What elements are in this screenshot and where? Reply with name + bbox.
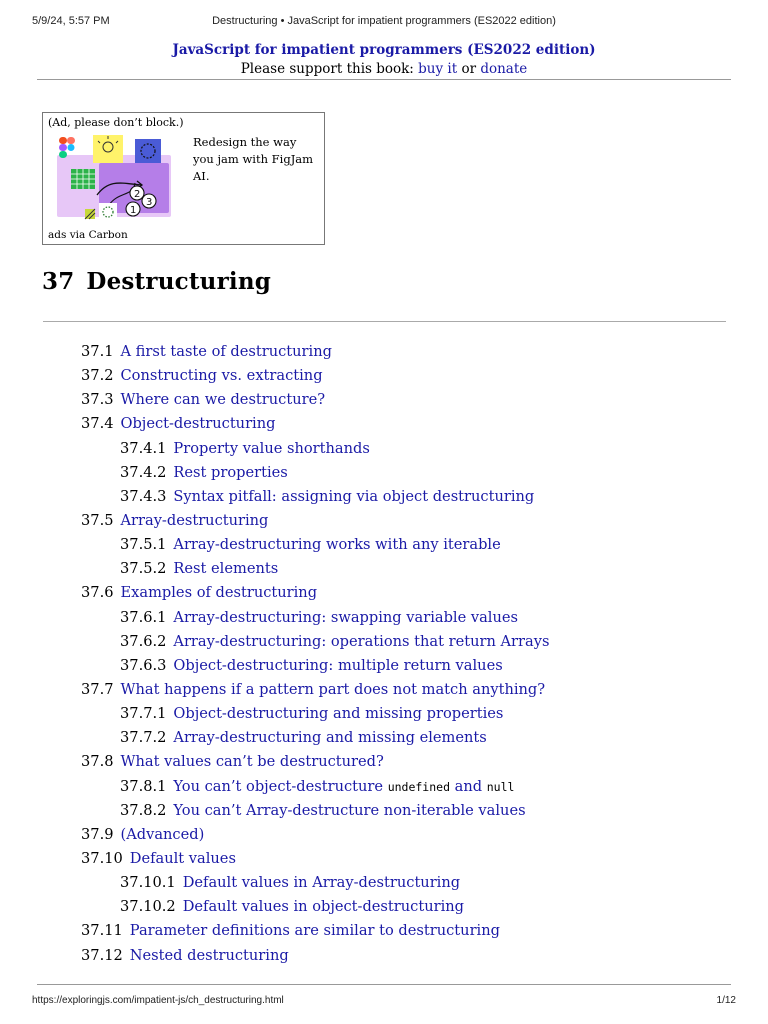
chapter-number: 37 [42, 268, 75, 295]
toc-entry-number: 37.10.1 [120, 874, 176, 892]
toc-entry-link[interactable]: Array-destructuring: swapping variable values [173, 608, 518, 626]
toc-entry-number: 37.5.2 [120, 560, 167, 578]
toc-entry-link[interactable]: Default values [129, 849, 236, 867]
toc-entry [0, 654, 768, 678]
page-number: 1/12 [716, 995, 736, 1006]
toc-entry-link[interactable]: Nested destructuring [129, 946, 289, 964]
print-date: 5/9/24, 5:57 PM [32, 15, 110, 27]
toc-entry [0, 799, 768, 823]
toc-entry-number: 37.4 [81, 415, 114, 433]
ad-image[interactable] [49, 131, 177, 225]
chapter-heading [42, 268, 271, 295]
toc-entry [0, 895, 768, 919]
toc-entry [0, 847, 768, 871]
toc-entry-link[interactable]: Default values in Array-destructuring [182, 874, 461, 892]
toc-entry-number: 37.10.2 [120, 898, 176, 916]
toc-entry-link[interactable]: Array-destructuring works with any iterable [173, 536, 501, 554]
toc-entry [0, 750, 768, 774]
toc-entry [0, 533, 768, 557]
ad-note: (Ad, please don’t block.) [48, 116, 184, 129]
toc-entry [0, 364, 768, 388]
toc-entry-number: 37.6 [81, 584, 114, 602]
toc-entry [0, 678, 768, 702]
toc-entry-number: 37.8.2 [120, 801, 167, 819]
toc-entry-link[interactable]: What happens if a pattern part does not match anything? [120, 680, 546, 698]
toc-entry-text: You can’t object-destructure [173, 777, 388, 795]
toc-entry-number: 37.7.1 [120, 705, 167, 723]
print-header [0, 15, 768, 31]
book-header [0, 39, 768, 79]
toc-entry [0, 702, 768, 726]
toc-entry-number: 37.12 [81, 946, 123, 964]
toc-entry-number: 37.6.3 [120, 656, 167, 674]
toc-entry-number: 37.8.1 [120, 777, 167, 795]
toc-entry [0, 581, 768, 605]
toc-entry-number: 37.6.2 [120, 632, 167, 650]
toc-entry-link[interactable]: Constructing vs. extracting [120, 367, 323, 385]
toc-entry [0, 944, 768, 968]
toc-entry-number: 37.4.2 [120, 463, 167, 481]
toc-entry-number: 37.7 [81, 680, 114, 698]
toc-entry-number: 37.3 [81, 391, 114, 409]
toc-entry-link[interactable]: Syntax pitfall: assigning via object destructuring [173, 487, 535, 505]
ads-via-carbon-link[interactable]: ads via Carbon [48, 229, 128, 241]
support-prefix: Please support this book: [240, 61, 419, 77]
toc-entry [0, 606, 768, 630]
toc-entry-link[interactable]: Object-destructuring [120, 415, 276, 433]
toc-entry [0, 388, 768, 412]
toc-entry [0, 726, 768, 750]
ad-text-link[interactable]: Redesign the way you jam with FigJam AI. [193, 135, 314, 183]
toc-entry-number: 37.4.1 [120, 439, 167, 457]
svg-text:3: 3 [146, 197, 153, 208]
toc-entry-link[interactable]: (Advanced) [120, 825, 205, 843]
toc-entry-link[interactable]: Parameter definitions are similar to destructuring [129, 922, 500, 940]
donate-link[interactable]: donate [480, 61, 528, 77]
toc-entry-link[interactable]: A first taste of destructuring [120, 343, 332, 360]
toc-entry-link[interactable]: Default values in object-destructuring [182, 898, 464, 916]
header-divider [37, 79, 731, 80]
toc-entry [0, 630, 768, 654]
toc-entry-link[interactable]: Rest properties [173, 463, 288, 481]
toc-entry-number: 37.4.3 [120, 487, 167, 505]
figjam-illustration [49, 131, 177, 225]
carbon-ad [42, 112, 325, 245]
toc-entry-number: 37.7.2 [120, 729, 167, 747]
toc-entry [0, 775, 768, 799]
toc-entry [0, 509, 768, 533]
toc-entry-number: 37.5.1 [120, 536, 167, 554]
support-or: or [457, 61, 481, 77]
toc-entry-link[interactable]: What values can’t be destructured? [120, 753, 384, 771]
toc-entry [0, 340, 768, 364]
chapter-title: Destructuring [86, 268, 272, 295]
chapter-divider [43, 321, 726, 322]
buy-it-link[interactable]: buy it [418, 61, 458, 77]
footer-divider [37, 984, 731, 985]
toc-entry [0, 461, 768, 485]
svg-text:2: 2 [134, 189, 141, 200]
toc-entry [0, 557, 768, 581]
toc-entry-text: and [450, 777, 487, 795]
toc-entry [0, 437, 768, 461]
toc-entry-link[interactable]: Rest elements [173, 560, 279, 578]
toc-entry [0, 485, 768, 509]
toc-entry-link[interactable]: Where can we destructure? [120, 391, 326, 409]
print-page-title: Destructuring • JavaScript for impatient programmers (ES2022 edition) [212, 15, 556, 27]
toc-entry-link[interactable]: Array-destructuring [120, 511, 269, 529]
toc-entry-number: 37.8 [81, 753, 114, 771]
toc-entry-code: null [486, 779, 515, 794]
toc-entry [0, 823, 768, 847]
toc-entry-link[interactable]: Examples of destructuring [120, 584, 318, 602]
print-url: https://exploringjs.com/impatient-js/ch_destructuring.html [32, 995, 284, 1006]
toc-entry [0, 871, 768, 895]
support-line [0, 59, 768, 79]
toc-entry-link[interactable]: Property value shorthands [173, 439, 370, 457]
toc-entry-number: 37.11 [81, 922, 123, 940]
toc-entry-number: 37.10 [81, 849, 123, 867]
toc-entry-link[interactable]: Array-destructuring and missing elements [173, 729, 487, 747]
toc-entry [0, 412, 768, 436]
toc-entry-number: 37.1 [81, 343, 114, 360]
toc-entry-link[interactable] [173, 778, 514, 795]
toc-entry-number: 37.9 [81, 825, 114, 843]
book-title-link[interactable]: JavaScript for impatient programmers (ES2022 edition) [172, 42, 596, 58]
toc-entry-number: 37.6.1 [120, 608, 167, 626]
table-of-contents [0, 340, 768, 968]
svg-text:1: 1 [130, 205, 137, 216]
toc-entry-link[interactable]: You can’t Array-destructure non-iterable values [173, 801, 526, 819]
toc-entry [0, 919, 768, 943]
toc-entry-number: 37.2 [81, 367, 114, 385]
toc-entry-link[interactable]: Array-destructuring: operations that return Arrays [173, 632, 550, 650]
toc-entry-link[interactable]: Object-destructuring: multiple return values [173, 656, 503, 674]
toc-entry-code: undefined [387, 779, 450, 794]
toc-entry-number: 37.5 [81, 511, 114, 529]
toc-entry-link[interactable]: Object-destructuring and missing properties [173, 705, 504, 723]
